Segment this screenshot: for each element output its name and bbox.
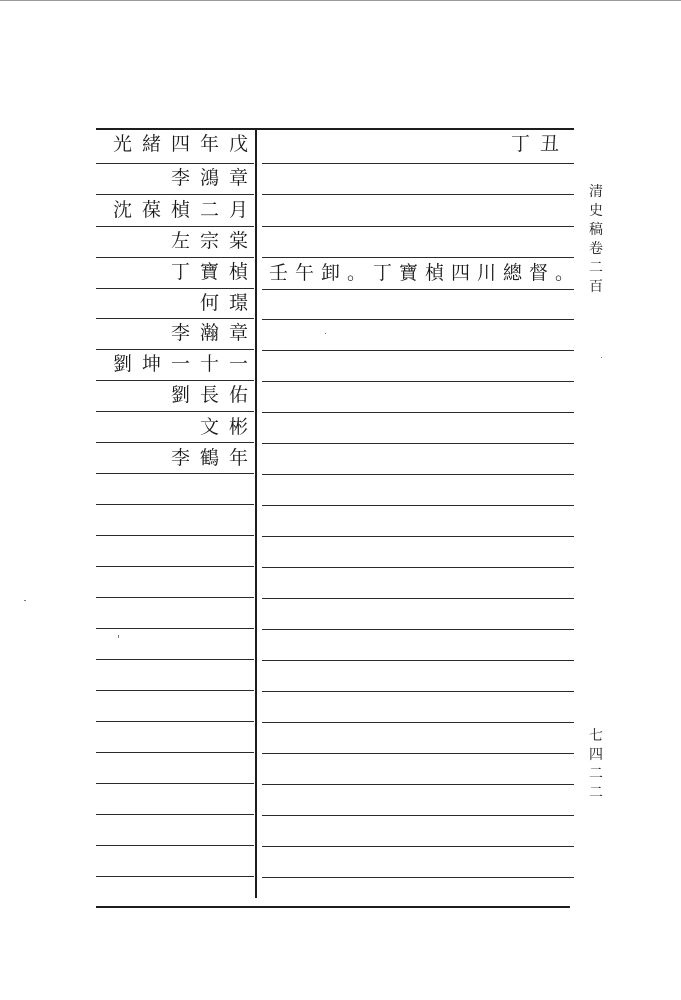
left-row-3: 沈葆楨二月 — [112, 199, 258, 221]
left-row-1: 光緒四年戊 — [112, 133, 258, 155]
left-row-5: 丁寶楨 — [170, 261, 258, 283]
year-header: 丁丑 — [511, 133, 570, 155]
left-row-rule — [96, 318, 254, 319]
right-row-rule — [262, 474, 574, 475]
left-row-4: 左宗棠 — [170, 230, 258, 252]
right-row-rule — [262, 722, 574, 723]
right-row-rule — [262, 257, 574, 258]
table-top-rule — [96, 128, 574, 130]
right-row-rule — [262, 598, 574, 599]
right-row-rule — [262, 536, 574, 537]
right-row-rule — [262, 784, 574, 785]
table-bottom-rule — [96, 906, 570, 908]
left-row-rule — [96, 566, 254, 567]
left-row-6: 何璟 — [199, 292, 258, 314]
right-row-rule — [262, 877, 574, 878]
left-row-2: 李鴻章 — [170, 167, 258, 189]
right-row-rule — [262, 350, 574, 351]
left-row-rule — [96, 411, 254, 412]
scan-top-border — [0, 0, 681, 1]
right-row-rule — [262, 319, 574, 320]
right-row-rule — [262, 505, 574, 506]
left-row-rule — [96, 163, 254, 164]
left-row-rule — [96, 535, 254, 536]
left-row-10: 文彬 — [199, 416, 258, 438]
left-row-rule — [96, 876, 254, 877]
right-row-rule — [262, 753, 574, 754]
right-row-rule — [262, 163, 574, 164]
right-row-rule — [262, 412, 574, 413]
left-row-8: 劉坤一十一 — [112, 353, 258, 375]
left-row-7: 李瀚章 — [170, 322, 258, 344]
left-row-rule — [96, 380, 254, 381]
left-row-rule — [96, 288, 254, 289]
left-row-rule — [96, 226, 254, 227]
left-row-rule — [96, 721, 254, 722]
appointment-entry: 壬午卸。丁寶楨四川總督。 — [269, 262, 582, 284]
left-row-rule — [96, 473, 254, 474]
left-row-rule — [96, 194, 254, 195]
right-row-rule — [262, 443, 574, 444]
left-row-rule — [96, 814, 254, 815]
right-row-rule — [262, 226, 574, 227]
right-row-rule — [262, 846, 574, 847]
left-row-rule — [96, 690, 254, 691]
left-row-rule — [96, 349, 254, 350]
left-row-rule — [96, 628, 254, 629]
page-number: 七四二二 — [589, 728, 603, 801]
scan-speck — [601, 357, 602, 358]
left-row-rule — [96, 845, 254, 846]
right-row-rule — [262, 381, 574, 382]
left-row-rule — [96, 783, 254, 784]
left-row-rule — [96, 752, 254, 753]
running-title: 清史稿卷二百 — [589, 184, 603, 295]
scan-speck — [118, 635, 119, 638]
left-row-rule — [96, 504, 254, 505]
right-row-rule — [262, 194, 574, 195]
right-row-rule — [262, 567, 574, 568]
left-row-rule — [96, 257, 254, 258]
scan-speck — [24, 600, 26, 601]
right-row-rule — [262, 289, 574, 290]
left-row-rule — [96, 597, 254, 598]
left-row-9: 劉長佑 — [170, 384, 258, 406]
right-row-rule — [262, 629, 574, 630]
left-row-rule — [96, 442, 254, 443]
left-row-11: 李鶴年 — [170, 447, 258, 469]
right-row-rule — [262, 815, 574, 816]
right-row-rule — [262, 660, 574, 661]
right-row-rule — [262, 691, 574, 692]
scan-speck — [325, 333, 326, 334]
left-row-rule — [96, 659, 254, 660]
